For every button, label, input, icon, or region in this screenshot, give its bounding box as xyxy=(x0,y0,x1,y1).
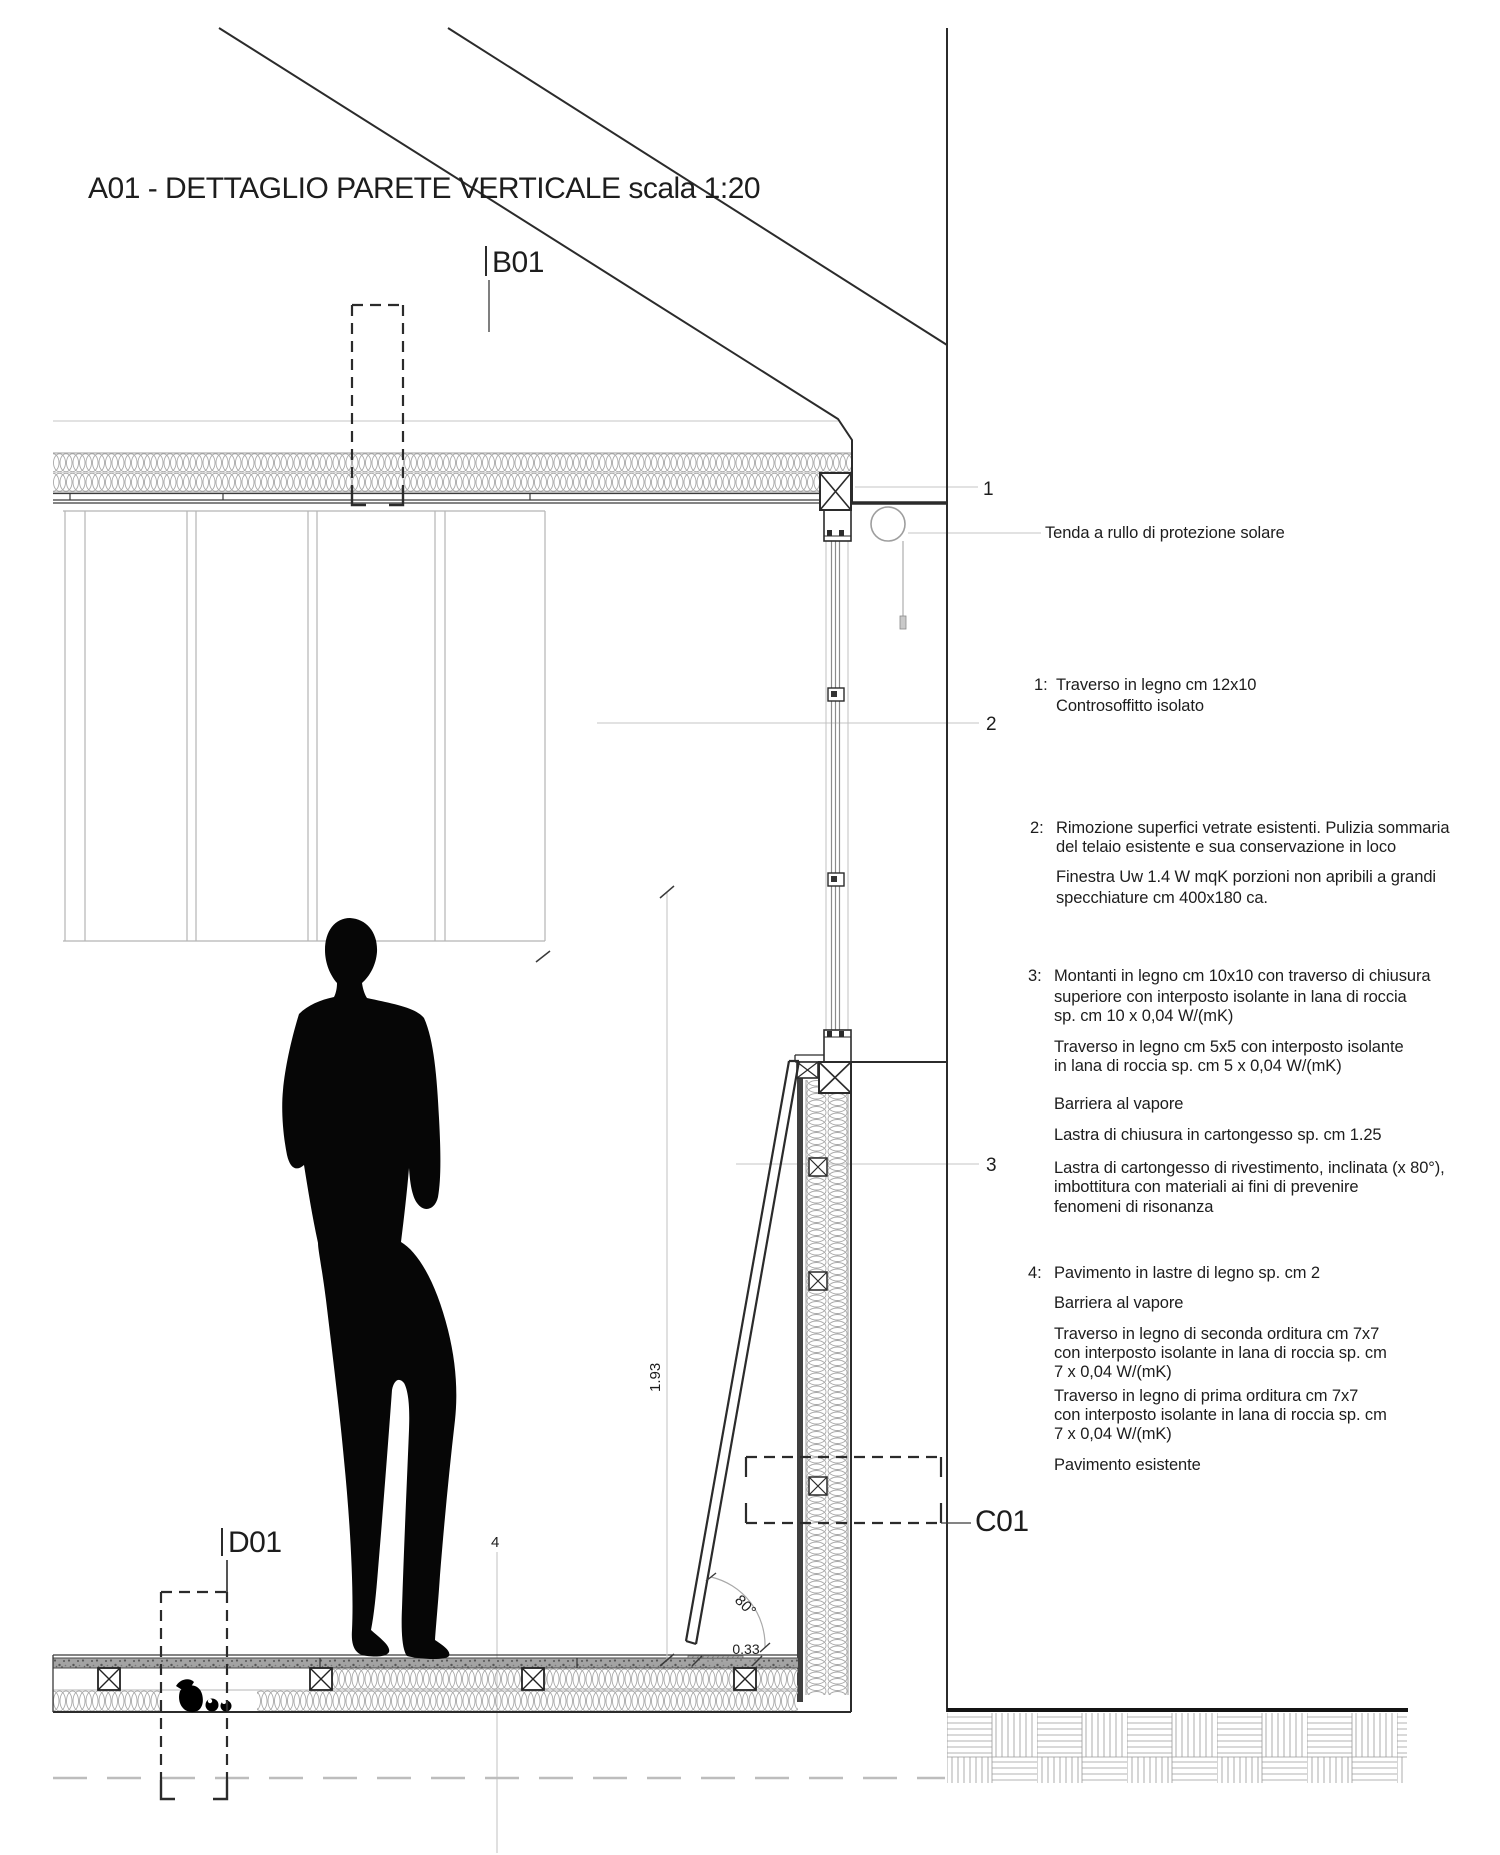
section-marker-b01: B01 xyxy=(492,246,544,279)
roller-blind xyxy=(871,507,906,629)
wall-panels xyxy=(63,511,545,941)
note-4-line: 7 x 0,04 W/(mK) xyxy=(1054,1363,1172,1381)
callout-4: 4 xyxy=(491,1534,500,1551)
floor-joist xyxy=(98,1668,120,1690)
drawing-title: A01 - DETTAGLIO PARETE VERTICALE scala 1:20 xyxy=(88,172,761,205)
section-marker-c01: C01 xyxy=(975,1505,1029,1538)
sill-plate xyxy=(795,1055,824,1062)
existing-wall xyxy=(851,28,947,1712)
callout-1: 1 xyxy=(983,479,994,500)
note-4-line: Pavimento esistente xyxy=(1054,1456,1201,1474)
note-3-line: superiore con interposto isolante in lana di roccia xyxy=(1054,988,1407,1006)
note-4-line: Pavimento in lastre di legno sp. cm 2 xyxy=(1054,1264,1320,1282)
window-section xyxy=(795,508,851,1062)
note-4-line: Barriera al vapore xyxy=(1054,1294,1184,1312)
note-3-line: Lastra di chiusura in cartongesso sp. cm 1.25 xyxy=(1054,1126,1382,1144)
note-4-line: Traverso in legno di seconda orditura cm 7x7 xyxy=(1054,1325,1380,1343)
note-4-line: Traverso in legno di prima orditura cm 7x7 xyxy=(1054,1387,1359,1405)
floor-joist xyxy=(310,1668,332,1690)
floor-joist xyxy=(522,1668,544,1690)
note-3 xyxy=(1028,967,1445,1216)
note-3-line: Traverso in legno cm 5x5 con interposto isolante xyxy=(1054,1038,1404,1056)
note-3-line: fenomeni di risonanza xyxy=(1054,1198,1214,1216)
note-3-num: 3: xyxy=(1028,967,1042,985)
floor-insulation-lower xyxy=(53,1690,160,1712)
person-silhouette xyxy=(282,918,456,1659)
plasterboard-face xyxy=(797,1078,803,1702)
note-2-line: Finestra Uw 1.4 W mqK porzioni non apribili a grandi xyxy=(1056,868,1436,886)
existing-slab-hatch xyxy=(947,1713,1407,1783)
cord-handle xyxy=(900,616,906,629)
ceiling-assembly xyxy=(53,453,851,503)
floor-boards xyxy=(53,1658,798,1668)
height-dimension xyxy=(536,886,674,1666)
note-4-line: con interposto isolante in lana di roccia sp. cm xyxy=(1054,1406,1387,1424)
note-2 xyxy=(1030,819,1450,907)
note-4-line: con interposto isolante in lana di roccia sp. cm xyxy=(1054,1344,1387,1362)
leader-lines xyxy=(53,421,1041,1853)
note-3-line: Lastra di cartongesso di rivestimento, inclinata (x 80°), xyxy=(1054,1159,1445,1177)
dimension-height-label: 1.93 xyxy=(647,1362,664,1392)
floor-insulation-lower xyxy=(257,1690,798,1712)
note-2-line: del telaio esistente e sua conservazione in loco xyxy=(1056,838,1397,856)
note-2-num: 2: xyxy=(1030,819,1044,837)
paw-marks xyxy=(176,1679,232,1712)
existing-ground xyxy=(947,1710,1408,1783)
note-3-line: Montanti in legno cm 10x10 con traverso di chiusura xyxy=(1054,967,1431,985)
callout-2: 2 xyxy=(986,714,997,735)
roller-drum xyxy=(871,507,905,541)
callout-3: 3 xyxy=(986,1155,997,1176)
note-4-num: 4: xyxy=(1028,1264,1042,1282)
note-1-num: 1: xyxy=(1034,676,1048,694)
note-3-line: imbottitura con materiali ai fini di prevenire xyxy=(1054,1178,1359,1196)
ceiling-beam xyxy=(820,473,851,510)
floor-assembly xyxy=(53,1655,851,1712)
note-1-line: Traverso in legno cm 12x10 xyxy=(1056,676,1257,694)
floor-joist xyxy=(734,1668,756,1690)
inclined-wall xyxy=(686,1061,799,1644)
note-4-line: 7 x 0,04 W/(mK) xyxy=(1054,1425,1172,1443)
note-1 xyxy=(1034,676,1256,715)
section-marker-d01: D01 xyxy=(228,1526,282,1559)
note-3-line: Barriera al vapore xyxy=(1054,1095,1184,1113)
roof-lines xyxy=(219,28,947,503)
dimension-angle-label: 80° xyxy=(731,1591,760,1620)
note-2-line: Rimozione superfici vetrate esistenti. Pulizia sommaria xyxy=(1056,819,1450,837)
annotation-tenda: Tenda a rullo di protezione solare xyxy=(1045,524,1285,542)
note-3-line: in lana di roccia sp. cm 5 x 0,04 W/(mK) xyxy=(1054,1057,1342,1075)
note-2-line: specchiature cm 400x180 ca. xyxy=(1056,889,1268,907)
note-4 xyxy=(1028,1264,1387,1474)
floor-insulation-upper xyxy=(332,1668,798,1690)
note-3-line: sp. cm 10 x 0,04 W/(mK) xyxy=(1054,1007,1234,1025)
note-1-line: Controsoffitto isolato xyxy=(1056,697,1204,715)
c01-marker xyxy=(746,1457,1029,1538)
dimension-offset-label: 0.33 xyxy=(732,1641,760,1657)
insulated-wall xyxy=(797,1062,851,1702)
